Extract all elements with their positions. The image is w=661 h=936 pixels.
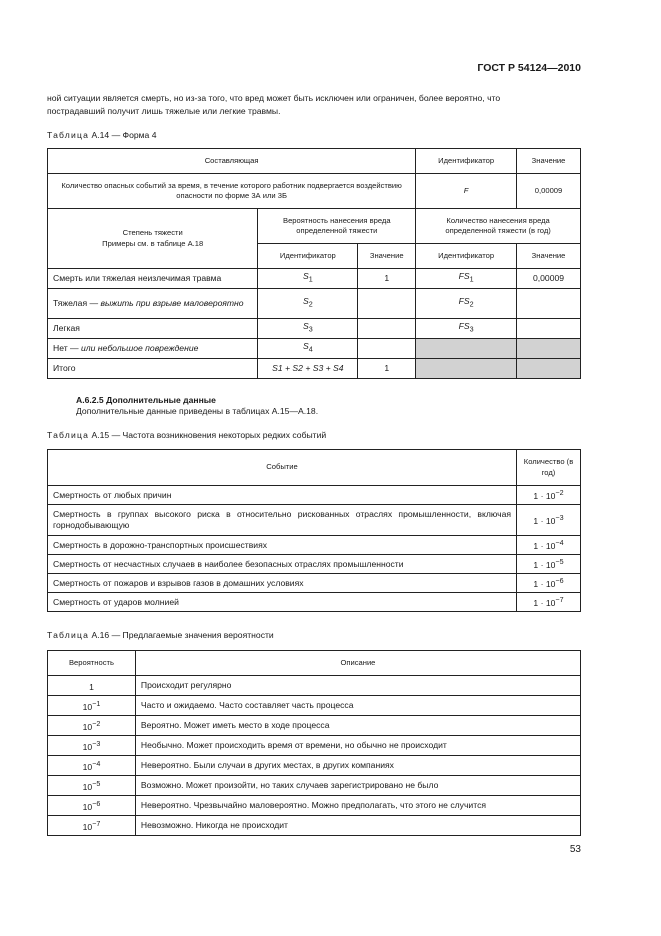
probability-description: Часто и ожидаемо. Часто составляет часть процесса <box>135 696 580 716</box>
event-text: Смертность от любых причин <box>48 486 517 505</box>
table-a16 <box>47 650 581 836</box>
intro-line-1: ной ситуации является смерть, но из-за того, что вред может быть исключен или ограничен, более вероятно, что <box>47 93 501 103</box>
page-number: 53 <box>569 844 581 855</box>
shaded-cell <box>416 339 517 359</box>
probability-description: Возможно. Может произойти, но таких случаев зарегистрировано не было <box>135 776 580 796</box>
event-text: Смертность от пожаров и взрывов газов в домашних условиях <box>48 574 517 593</box>
table-row <box>48 339 581 359</box>
quantity-identifier: $FS_2$ <box>416 289 517 319</box>
table-row <box>48 816 581 836</box>
sub-header-identifier: Идентификатор <box>416 244 517 269</box>
table-row <box>48 696 581 716</box>
probability-identifier: $S_1$ <box>258 269 358 289</box>
probability-value <box>358 319 416 339</box>
hazard-events-text: Количество опасных событий за время, в течение которого работник подвергается воздействию опасности по форме 3А или 3Б <box>48 174 416 209</box>
intro-paragraph <box>47 92 581 117</box>
quantity-value <box>517 319 581 339</box>
probability-header: Вероятность нанесения вреда определенной тяжести <box>258 209 416 244</box>
table-a15-caption: Таблица А.15 — Частота возникновения некоторых редких событий <box>47 430 327 440</box>
hazard-events-identifier: F <box>416 174 517 209</box>
table-row <box>48 593 581 612</box>
table-a16-caption: Таблица А.16 — Предлагаемые значения вероятности <box>47 630 274 640</box>
col-header-component: Составляющая <box>48 149 416 174</box>
table-row <box>48 796 581 816</box>
table-a14 <box>47 148 581 379</box>
section-heading: А.6.2.5 Дополнительные данные <box>76 395 216 405</box>
event-frequency: $1 \cdot 10^{-2}$ <box>517 486 581 505</box>
table-row <box>48 289 581 319</box>
event-text: Смертность от ударов молнией <box>48 593 517 612</box>
probability-description: Происходит регулярно <box>135 676 580 696</box>
table-a15 <box>47 449 581 612</box>
probability-value: $10^{-6}$ <box>48 796 136 816</box>
col-header-quantity: Количество (в год) <box>517 450 581 486</box>
sub-header-value: Значение <box>358 244 416 269</box>
col-header-identifier: Идентификатор <box>416 149 517 174</box>
col-header-description: Описание <box>135 651 580 676</box>
quantity-value <box>517 289 581 319</box>
quantity-identifier: $FS_3$ <box>416 319 517 339</box>
probability-description: Невозможно. Никогда не происходит <box>135 816 580 836</box>
severity-label: Тяжелая — выжить при взрыве маловероятно <box>48 289 258 319</box>
table-row <box>48 736 581 756</box>
sub-header-identifier: Идентификатор <box>258 244 358 269</box>
probability-identifier: $S_4$ <box>258 339 358 359</box>
probability-value: $10^{-7}$ <box>48 816 136 836</box>
table-row <box>48 536 581 555</box>
probability-value: $10^{-2}$ <box>48 716 136 736</box>
probability-value: $10^{-1}$ <box>48 696 136 716</box>
total-value: 1 <box>358 359 416 379</box>
probability-description: Необычно. Может происходить время от времени, но обычно не происходит <box>135 736 580 756</box>
severity-label: Смерть или тяжелая неизлечимая травма <box>48 269 258 289</box>
total-label: Итого <box>48 359 258 379</box>
shaded-cell <box>517 339 581 359</box>
event-frequency: $1 \cdot 10^{-6}$ <box>517 574 581 593</box>
col-header-probability: Вероятность <box>48 651 136 676</box>
col-header-event: Событие <box>48 450 517 486</box>
table-row <box>48 776 581 796</box>
probability-value <box>358 339 416 359</box>
quantity-header: Количество нанесения вреда определенной тяжести (в год) <box>416 209 581 244</box>
table-row <box>48 676 581 696</box>
probability-value: $10^{-5}$ <box>48 776 136 796</box>
quantity-identifier: $FS_1$ <box>416 269 517 289</box>
probability-value: $10^{-4}$ <box>48 756 136 776</box>
probability-identifier: $S_3$ <box>258 319 358 339</box>
col-header-value: Значение <box>517 149 581 174</box>
event-text: Смертность от несчастных случаев в наиболее безопасных отраслях промышленности <box>48 555 517 574</box>
intro-line-2: пострадавший получит лишь тяжелые или легкие травмы. <box>47 105 281 116</box>
severity-label: Легкая <box>48 319 258 339</box>
sub-header-value: Значение <box>517 244 581 269</box>
event-frequency: $1 \cdot 10^{-3}$ <box>517 505 581 536</box>
event-frequency: $1 \cdot 10^{-4}$ <box>517 536 581 555</box>
probability-value: $10^{-3}$ <box>48 736 136 756</box>
shaded-cell <box>517 359 581 379</box>
total-formula: S1 + S2 + S3 + S4 <box>258 359 358 379</box>
quantity-value: 0,00009 <box>517 269 581 289</box>
table-row <box>48 756 581 776</box>
table-row <box>48 269 581 289</box>
probability-description: Невероятно. Были случаи в других местах, в других компаниях <box>135 756 580 776</box>
table-row <box>48 319 581 339</box>
probability-value: 1 <box>48 676 136 696</box>
event-frequency: $1 \cdot 10^{-5}$ <box>517 555 581 574</box>
probability-value <box>358 289 416 319</box>
section-text: Дополнительные данные приведены в таблицах А.15—А.18. <box>76 406 319 416</box>
severity-header: Степень тяжести Примеры см. в таблице А.18 <box>48 209 258 269</box>
probability-value: 1 <box>358 269 416 289</box>
document-id: ГОСТ Р 54124—2010 <box>477 62 581 74</box>
table-row <box>48 555 581 574</box>
table-row <box>48 716 581 736</box>
probability-description: Невероятно. Чрезвычайно маловероятно. Можно предполагать, что этого не случится <box>135 796 580 816</box>
hazard-events-value: 0,00009 <box>517 174 581 209</box>
probability-identifier: $S_2$ <box>258 289 358 319</box>
shaded-cell <box>416 359 517 379</box>
event-text: Смертность в группах высокого риска в относительно рискованных отраслях промышленности, включая горнодобывающую <box>48 505 517 536</box>
table-row <box>48 486 581 505</box>
event-text: Смертность в дорожно-транспортных происшествиях <box>48 536 517 555</box>
table-row <box>48 505 581 536</box>
table-row <box>48 574 581 593</box>
table-row <box>48 359 581 379</box>
probability-description: Вероятно. Может иметь место в ходе процесса <box>135 716 580 736</box>
event-frequency: $1 \cdot 10^{-7}$ <box>517 593 581 612</box>
severity-label: Нет — или небольшое повреждение <box>48 339 258 359</box>
table-a14-caption: Таблица А.14 — Форма 4 <box>47 130 157 140</box>
